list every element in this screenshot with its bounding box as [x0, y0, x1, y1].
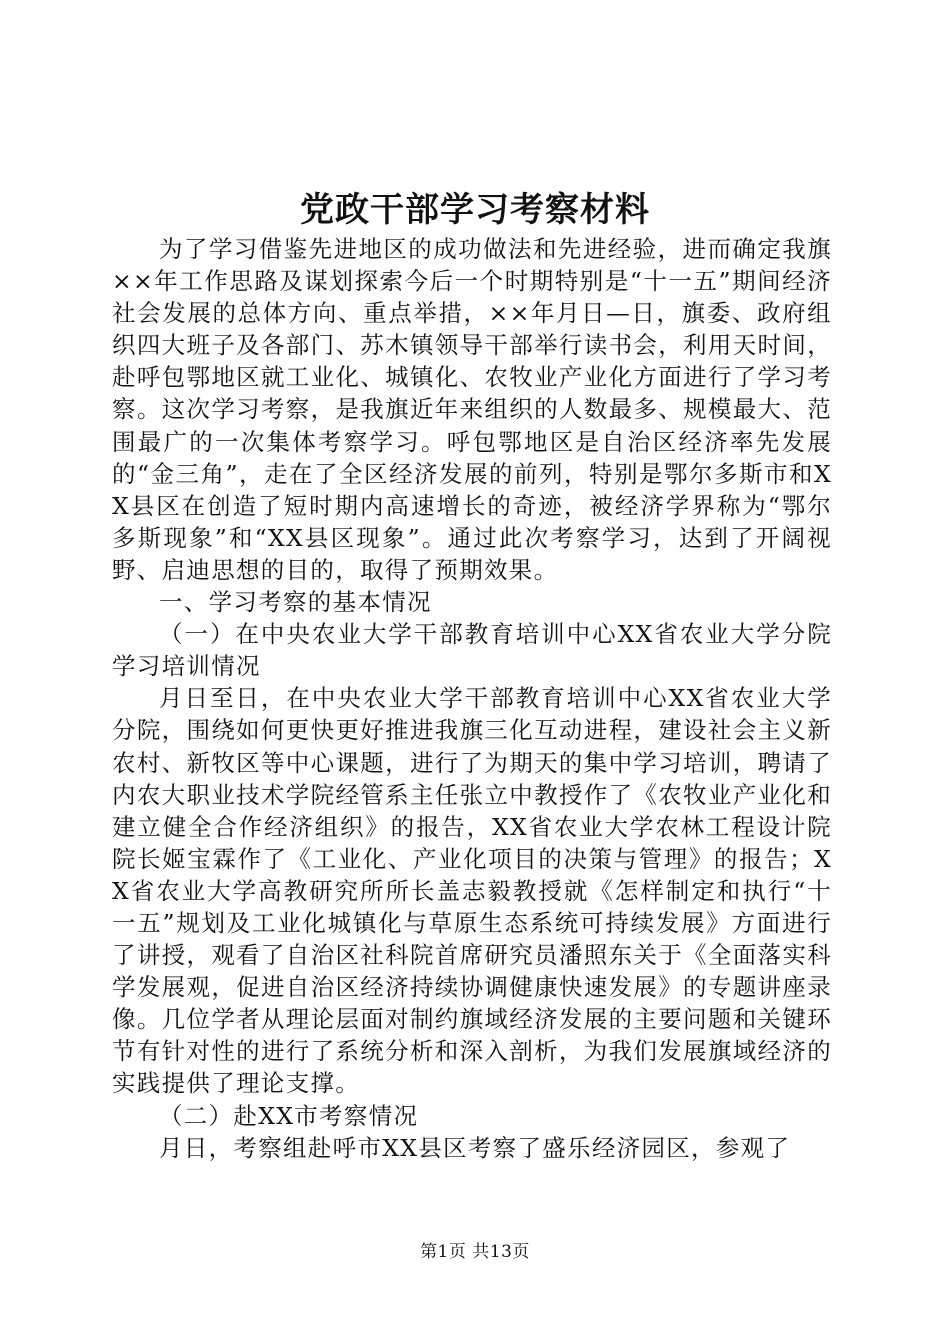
- paragraph-visit: 月日，考察组赴呼市XX县区考察了盛乐经济园区，参观了: [159, 1133, 791, 1162]
- paragraph-intro: 为了学习借鉴先进地区的成功做法和先进经验，进而确定我旗××年工作思路及谋划探索今后一个时期特别是“十一五”期间经济社会发展的总体方向、重点举措，××年月日—日，旗委、政府组织四大班子及各部门、苏木镇领导干部举行读书会，利用天时间，赴呼包鄂地区就工业化、城镇化、农牧业产业化方面进行了学习考察。这次学习考察，是我旗近年来组织的人数最多、规模最大、范围最广的一次集体考察学习。呼包鄂地区是自治区经济率先发展的“金三角”，走在了全区经济发展的前列，特别是鄂尔多斯市和XX县区在创造了短时期内高速增长的奇迹，被经济学界称为“鄂尔多斯现象”和“XX县区现象”。通过此次考察学习，达到了开阔视野、启迪思想的目的，取得了预期效果。: [112, 235, 832, 584]
- document-title: 党政干部学习考察材料: [300, 190, 650, 230]
- paragraph-training: 月日至日，在中央农业大学干部教育培训中心XX省农业大学分院，围绕如何更快更好推进我旗三化互动进程，建设社会主义新农村、新牧区等中心课题，进行了为期天的集中学习培训，聘请了内农大职业技术学院经管系主任张立中教授作了《农牧业产业化和建立健全合作经济组织》的报告，XX省农业大学农林工程设计院院长姬宝霖作了《工业化、产业化项目的决策与管理》的报告；XX省农业大学高教研究所所长盖志毅教授就《怎样制定和执行“十一五”规划及工业化城镇化与草原生态系统可持续发展》方面进行了讲授，观看了自治区社科院首席研究员潘照东关于《全面落实科学发展观，促进自治区经济持续协调健康快速发展》的专题讲座录像。几位学者从理论层面对制约旗域经济发展的主要问题和关键环节有针对性的进行了系统分析和深入剖析，为我们发展旗域经济的实践提供了理论支撑。: [112, 684, 832, 1098]
- section-heading-1: 一、学习考察的基本情况: [159, 588, 432, 617]
- document-body: [112, 233, 832, 1164]
- subsection-heading-1: （一）在中央农业大学干部教育培训中心XX省农业大学分院学习培训情况: [112, 620, 832, 681]
- page-number-footer: 第1页 共13页: [420, 1242, 530, 1262]
- subsection-heading-2: （二）赴XX市考察情况: [159, 1101, 419, 1130]
